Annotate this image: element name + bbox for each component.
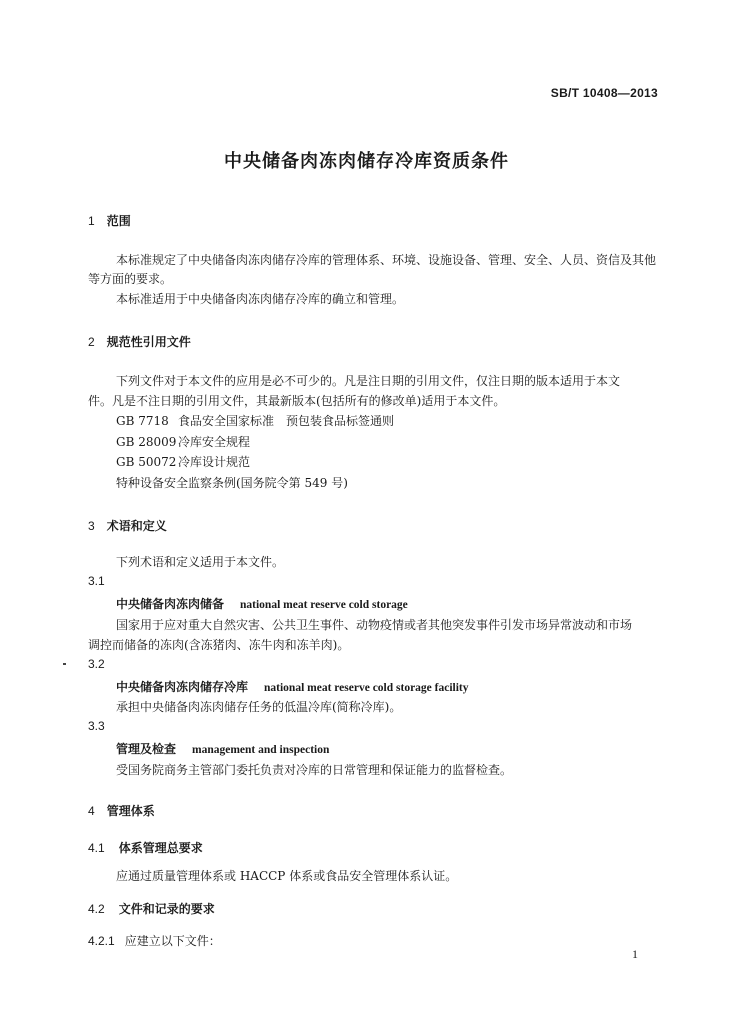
- reference-code: GB 28009: [116, 435, 177, 449]
- section-4-heading: [88, 800, 155, 819]
- subsection-title: 体系管理总要求: [118, 841, 203, 855]
- reference-item: [116, 453, 250, 470]
- standard-code: SB/T 10408—2013: [550, 86, 658, 100]
- paragraph-line: 下列术语和定义适用于本文件。: [116, 555, 285, 569]
- paragraph-line: 等方面的要求。: [88, 272, 173, 286]
- term-chinese: 中央储备肉冻肉储备: [116, 597, 225, 611]
- section-2-heading: [88, 331, 191, 350]
- term-number: 3.2: [88, 657, 105, 671]
- clause-number: 4.2.1: [88, 934, 115, 948]
- paragraph-line: 本标准适用于中央储备肉冻肉储存冷库的确立和管理。: [116, 292, 405, 306]
- definition-line: 承担中央储备肉冻肉储存任务的低温冷库(简称冷库)。: [116, 700, 402, 714]
- subsection-4-2-heading: [88, 898, 215, 917]
- reference-title: 冷库安全规程: [178, 435, 251, 449]
- reference-title: 冷库设计规范: [178, 455, 251, 469]
- section-title: 范围: [106, 214, 131, 228]
- subsection-number: 4.1: [88, 841, 105, 855]
- term-english: national meat reserve cold storage: [240, 599, 408, 611]
- paragraph-line: 件。凡是不注日期的引用文件，其最新版本(包括所有的修改单)适用于本文件。: [88, 394, 506, 408]
- reference-item: [116, 412, 394, 429]
- reference-title: 食品安全国家标准 预包装食品标签通则: [178, 414, 395, 428]
- paragraph-line: 应通过质量管理体系或 HACCP 体系或食品安全管理体系认证。: [116, 869, 458, 883]
- clause-4-2-1: [88, 930, 221, 949]
- paragraph-line: 本标准规定了中央储备肉冻肉储存冷库的管理体系、环境、设施设备、管理、安全、人员、资信及其他: [116, 253, 657, 267]
- term-chinese: 管理及检查: [116, 742, 177, 756]
- subsection-title: 文件和记录的要求: [118, 902, 215, 916]
- paragraph-line: 下列文件对于本文件的应用是必不可少的。凡是注日期的引用文件，仅注日期的版本适用于本文: [116, 374, 621, 388]
- term-heading: [116, 678, 469, 695]
- subsection-4-1-heading: [88, 837, 203, 856]
- section-1-heading: [88, 210, 131, 229]
- regulation-item: 特种设备安全监察条例(国务院令第 549 号): [116, 476, 348, 490]
- reference-code: GB 7718: [116, 414, 169, 428]
- term-heading: [116, 595, 408, 612]
- document-title: 中央储备肉冻肉储存冷库资质条件: [224, 151, 509, 172]
- term-number: 3.3: [88, 719, 105, 733]
- term-number: 3.1: [88, 574, 105, 588]
- section-number: 4: [88, 804, 95, 818]
- clause-text: 应建立以下文件：: [124, 934, 221, 948]
- page-number: 1: [632, 947, 638, 961]
- term-english: national meat reserve cold storage facility: [264, 682, 469, 694]
- reference-code: GB 50072: [116, 455, 177, 469]
- section-title: 规范性引用文件: [106, 335, 191, 349]
- term-english: management and inspection: [192, 744, 330, 756]
- definition-line: 受国务院商务主管部门委托负责对冷库的日常管理和保证能力的监督检查。: [116, 763, 513, 777]
- section-number: 1: [88, 214, 95, 228]
- section-number: 3: [88, 519, 95, 533]
- reference-item: [116, 433, 250, 450]
- subsection-number: 4.2: [88, 902, 105, 916]
- section-title: 术语和定义: [106, 519, 167, 533]
- term-chinese: 中央储备肉冻肉储存冷库: [116, 680, 249, 694]
- definition-line: 调控而储备的冻肉(含冻猪肉、冻牛肉和冻羊肉)。: [88, 638, 350, 652]
- definition-line: 国家用于应对重大自然灾害、公共卫生事件、动物疫情或者其他突发事件引发市场异常波动和市场: [116, 618, 633, 632]
- scan-speck: [63, 663, 66, 665]
- section-3-heading: [88, 515, 167, 534]
- section-title: 管理体系: [106, 804, 155, 818]
- section-number: 2: [88, 335, 95, 349]
- term-heading: [116, 740, 329, 757]
